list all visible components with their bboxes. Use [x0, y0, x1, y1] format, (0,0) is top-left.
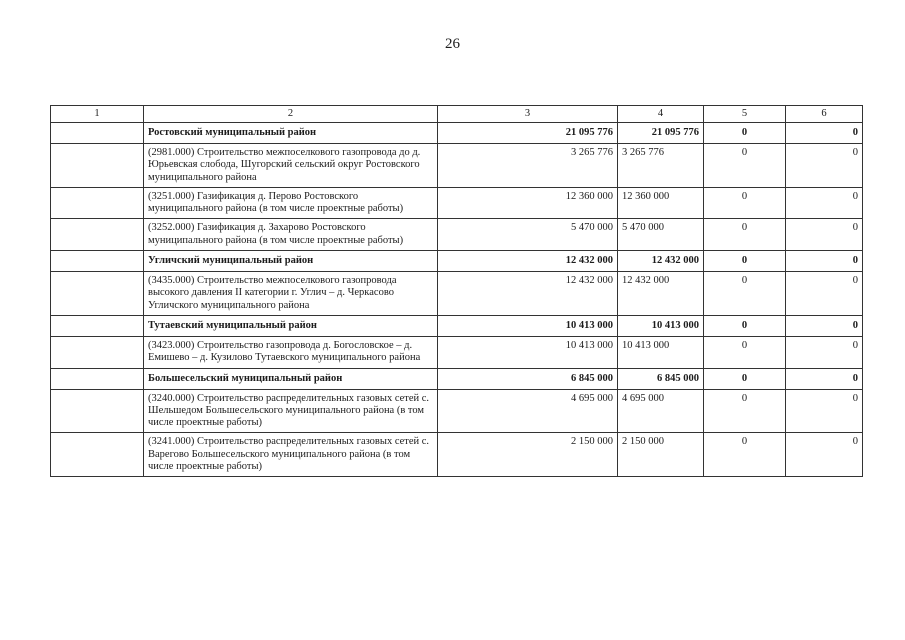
amount-col6: 0: [786, 251, 863, 272]
amount-col6: 0: [786, 144, 863, 188]
column-header-5: 5: [704, 106, 786, 123]
project-row: [51, 219, 863, 251]
district-row-uglich: [51, 251, 863, 272]
district-name: Тутаевский муниципальный район: [144, 315, 438, 336]
amount-col5: 0: [704, 187, 786, 219]
project-name: (3241.000) Строительство распределительных газовых сетей с. Варегово Большесельского муниципального района (в том числе проектные работы): [144, 433, 438, 477]
amount-col5: 0: [704, 368, 786, 389]
row-number-cell: [51, 251, 144, 272]
district-row-rostov: [51, 123, 863, 144]
amount-col5: 0: [704, 219, 786, 251]
column-header-3: 3: [438, 106, 618, 123]
amount-col4: 10 413 000: [618, 315, 704, 336]
budget-table: [50, 105, 863, 477]
amount-col3: 3 265 776: [438, 144, 618, 188]
amount-col6: 0: [786, 219, 863, 251]
project-row: [51, 433, 863, 477]
amount-col6: 0: [786, 272, 863, 316]
amount-col4: 4 695 000: [618, 389, 704, 433]
amount-col3: 10 413 000: [438, 336, 618, 368]
amount-col3: 2 150 000: [438, 433, 618, 477]
district-name: Угличский муниципальный район: [144, 251, 438, 272]
amount-col4: 10 413 000: [618, 336, 704, 368]
amount-col6: 0: [786, 336, 863, 368]
amount-col3: 10 413 000: [438, 315, 618, 336]
column-header-4: 4: [618, 106, 704, 123]
amount-col3: 4 695 000: [438, 389, 618, 433]
amount-col5: 0: [704, 315, 786, 336]
amount-col6: 0: [786, 187, 863, 219]
row-number-cell: [51, 336, 144, 368]
project-name: (3251.000) Газификация д. Перово Ростовского муниципального района (в том числе проектные работы): [144, 187, 438, 219]
header-row: [51, 106, 863, 123]
amount-col6: 0: [786, 123, 863, 144]
row-number-cell: [51, 123, 144, 144]
row-number-cell: [51, 433, 144, 477]
project-row: [51, 389, 863, 433]
amount-col5: 0: [704, 389, 786, 433]
amount-col3: 12 432 000: [438, 251, 618, 272]
amount-col6: 0: [786, 315, 863, 336]
district-row-bolsheselsky: [51, 368, 863, 389]
amount-col3: 12 432 000: [438, 272, 618, 316]
amount-col4: 12 432 000: [618, 251, 704, 272]
project-name: (3423.000) Строительство газопровода д. Богословское – д. Емишево – д. Кузилово Тутаевского муниципального района: [144, 336, 438, 368]
amount-col5: 0: [704, 272, 786, 316]
row-number-cell: [51, 368, 144, 389]
project-row: [51, 144, 863, 188]
amount-col5: 0: [704, 144, 786, 188]
row-number-cell: [51, 187, 144, 219]
amount-col5: 0: [704, 251, 786, 272]
district-name: Большесельский муниципальный район: [144, 368, 438, 389]
amount-col3: 21 095 776: [438, 123, 618, 144]
project-name: (3435.000) Строительство межпоселкового газопровода высокого давления II категории г. Углич – д. Черкасово Угличского муниципального района: [144, 272, 438, 316]
row-number-cell: [51, 144, 144, 188]
column-header-6: 6: [786, 106, 863, 123]
amount-col4: 6 845 000: [618, 368, 704, 389]
amount-col6: 0: [786, 389, 863, 433]
row-number-cell: [51, 315, 144, 336]
amount-col5: 0: [704, 123, 786, 144]
project-row: [51, 336, 863, 368]
project-row: [51, 187, 863, 219]
row-number-cell: [51, 219, 144, 251]
amount-col5: 0: [704, 336, 786, 368]
amount-col5: 0: [704, 433, 786, 477]
project-name: (2981.000) Строительство межпоселкового газопровода до д. Юрьевская слобода, Шугорский сельский округ Ростовского муниципального района: [144, 144, 438, 188]
amount-col3: 6 845 000: [438, 368, 618, 389]
project-row: [51, 272, 863, 316]
column-header-2: 2: [144, 106, 438, 123]
amount-col6: 0: [786, 433, 863, 477]
district-row-tutaev: [51, 315, 863, 336]
project-name: (3240.000) Строительство распределительных газовых сетей с. Шельшедом Большесельского муниципального района (в том числе проектные работы): [144, 389, 438, 433]
amount-col4: 2 150 000: [618, 433, 704, 477]
amount-col4: 12 432 000: [618, 272, 704, 316]
row-number-cell: [51, 389, 144, 433]
amount-col4: 3 265 776: [618, 144, 704, 188]
amount-col3: 5 470 000: [438, 219, 618, 251]
amount-col3: 12 360 000: [438, 187, 618, 219]
district-name: Ростовский муниципальный район: [144, 123, 438, 144]
page-number: 26: [445, 36, 460, 52]
amount-col4: 12 360 000: [618, 187, 704, 219]
amount-col6: 0: [786, 368, 863, 389]
column-header-1: 1: [51, 106, 144, 123]
amount-col4: 5 470 000: [618, 219, 704, 251]
row-number-cell: [51, 272, 144, 316]
amount-col4: 21 095 776: [618, 123, 704, 144]
project-name: (3252.000) Газификация д. Захарово Ростовского муниципального района (в том числе проектные работы): [144, 219, 438, 251]
